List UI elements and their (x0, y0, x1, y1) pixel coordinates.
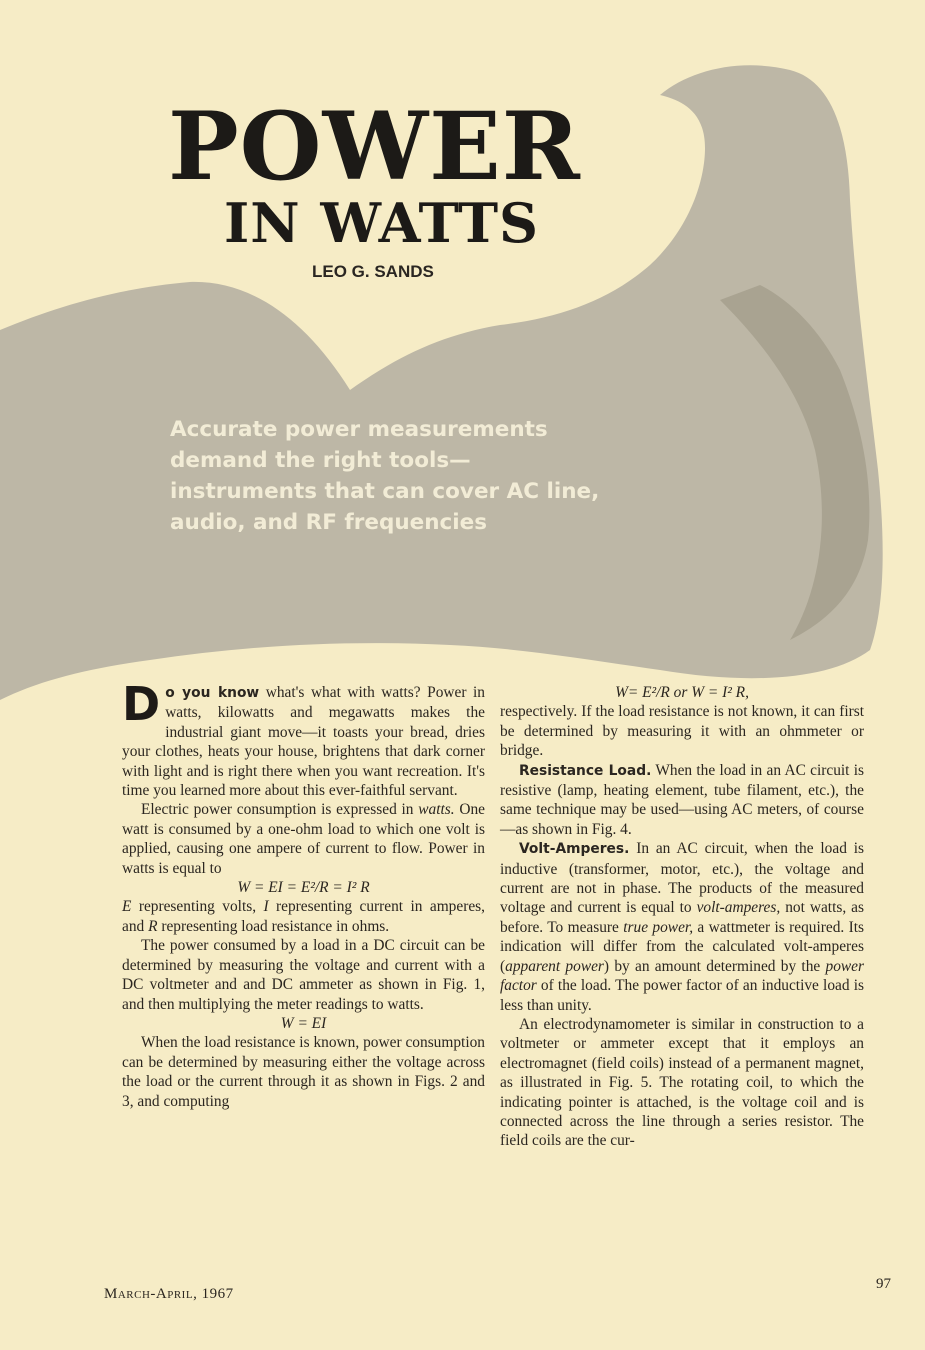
paragraph: An electrodynamometer is similar in construction to a voltmeter or ammeter except that it employs an electromagnet (field coils) instead of a permanent magnet, as illustrated in Fig. 5. The rotating coil, to which the indicating pointer is attached, is the voltage coil and is connected across the line through a series resistor. The field coils are the cur- (500, 1015, 864, 1150)
paragraph-text: what's what with watts? Power in watts, kilowatts and megawatts makes the industrial giant move—it toasts your bread, dries your clothes, heats your house, brightens that dark corner with light and is right there when you want recreation. It's time you learned more about this ever-faithful servant. (122, 684, 485, 800)
lead-in: o you know (165, 685, 260, 701)
symbol: E (122, 898, 132, 916)
subhead: Volt-Amperes. (519, 841, 630, 858)
formula (500, 683, 864, 702)
paragraph: The power consumed by a load in a DC circuit can be determined by measuring the voltage and current with a DC voltmeter and and DC ammeter as shown in Fig. 1, and then multiplying the meter readings to watts. (122, 937, 485, 1013)
deck-line: instruments that can cover AC line, (170, 479, 600, 504)
paragraph-text: of the load. The power factor of an inductive load is less than unity. (500, 977, 864, 1014)
paragraph-text: representing load resistance in ohms. (157, 917, 390, 935)
deck-line: demand the right tools— (170, 448, 471, 473)
deck-line: audio, and RF frequencies (170, 510, 488, 535)
subhead: Resistance Load. (519, 762, 652, 779)
paragraph (122, 677, 485, 800)
deck-line: Accurate power measurements (170, 417, 548, 442)
drop-cap: D (122, 677, 161, 731)
text-column-right (500, 683, 864, 1151)
article-title-secondary: IN WATTS (224, 191, 539, 255)
byline: LEO G. SANDS (312, 262, 434, 281)
emphasis-term: power factor (500, 957, 865, 995)
paragraph-text: not watts, as before. To measure (500, 899, 864, 936)
paragraph: When the load resistance is known, power consumption can be determined by measuring either the voltage across the load or the current through it as shown in Figs. 2 and 3, and computing (122, 1034, 485, 1110)
formula-text: W = EI (280, 1014, 327, 1032)
text-column-left (122, 677, 485, 1111)
symbol: I (263, 898, 269, 916)
paragraph-text: representing volts, (131, 898, 264, 916)
formula-text: W= E²/R or W = I² R, (615, 684, 749, 701)
paragraph-text: a wattmeter is required. Its indication will differ from the calculated volt-amperes ( (500, 918, 864, 975)
article-deck (170, 414, 650, 538)
paragraph (500, 839, 864, 1015)
paragraph-text: ) by an amount determined by the (603, 957, 826, 975)
emphasis-term: apparent power (505, 957, 604, 975)
symbol: R (148, 917, 158, 935)
paragraph-text: Electric power consumption is expressed in (141, 801, 419, 819)
formula (122, 878, 485, 897)
emphasis-term: volt-amperes, (696, 899, 781, 917)
emphasis-term: true power, (623, 918, 694, 936)
article-title: POWER (168, 92, 581, 202)
page-number: 97 (876, 1276, 891, 1292)
paragraph-text: One watt is consumed by a one-ohm load to which one volt is applied, causing one ampere of current to flow. Power in watts is equal to (122, 801, 485, 877)
paragraph (500, 761, 864, 840)
paragraph: respectively. If the load resistance is not known, it can first be determined by measuring it with an ohmmeter or bridge. (500, 703, 864, 760)
paragraph-text: When the load in an AC circuit is resistive (lamp, heating element, tube filament, etc.), the same technique may be used—using AC meters, of course—as shown in Fig. 4. (500, 761, 864, 838)
formula (122, 1014, 485, 1033)
paragraph (122, 897, 485, 936)
formula-text: W = EI = E²/R = I² R (237, 879, 370, 897)
paragraph-text: In an AC circuit, when the load is inductive (transformer, motor, etc.), the voltage and current are not in phase. The products of the measured voltage and current is equal to (500, 840, 864, 917)
paragraph-text: representing current in amperes, and (122, 898, 485, 935)
paragraph (122, 800, 485, 878)
issue-date: March-April, 1967 (104, 1286, 234, 1302)
emphasis-term: watts. (418, 801, 455, 819)
